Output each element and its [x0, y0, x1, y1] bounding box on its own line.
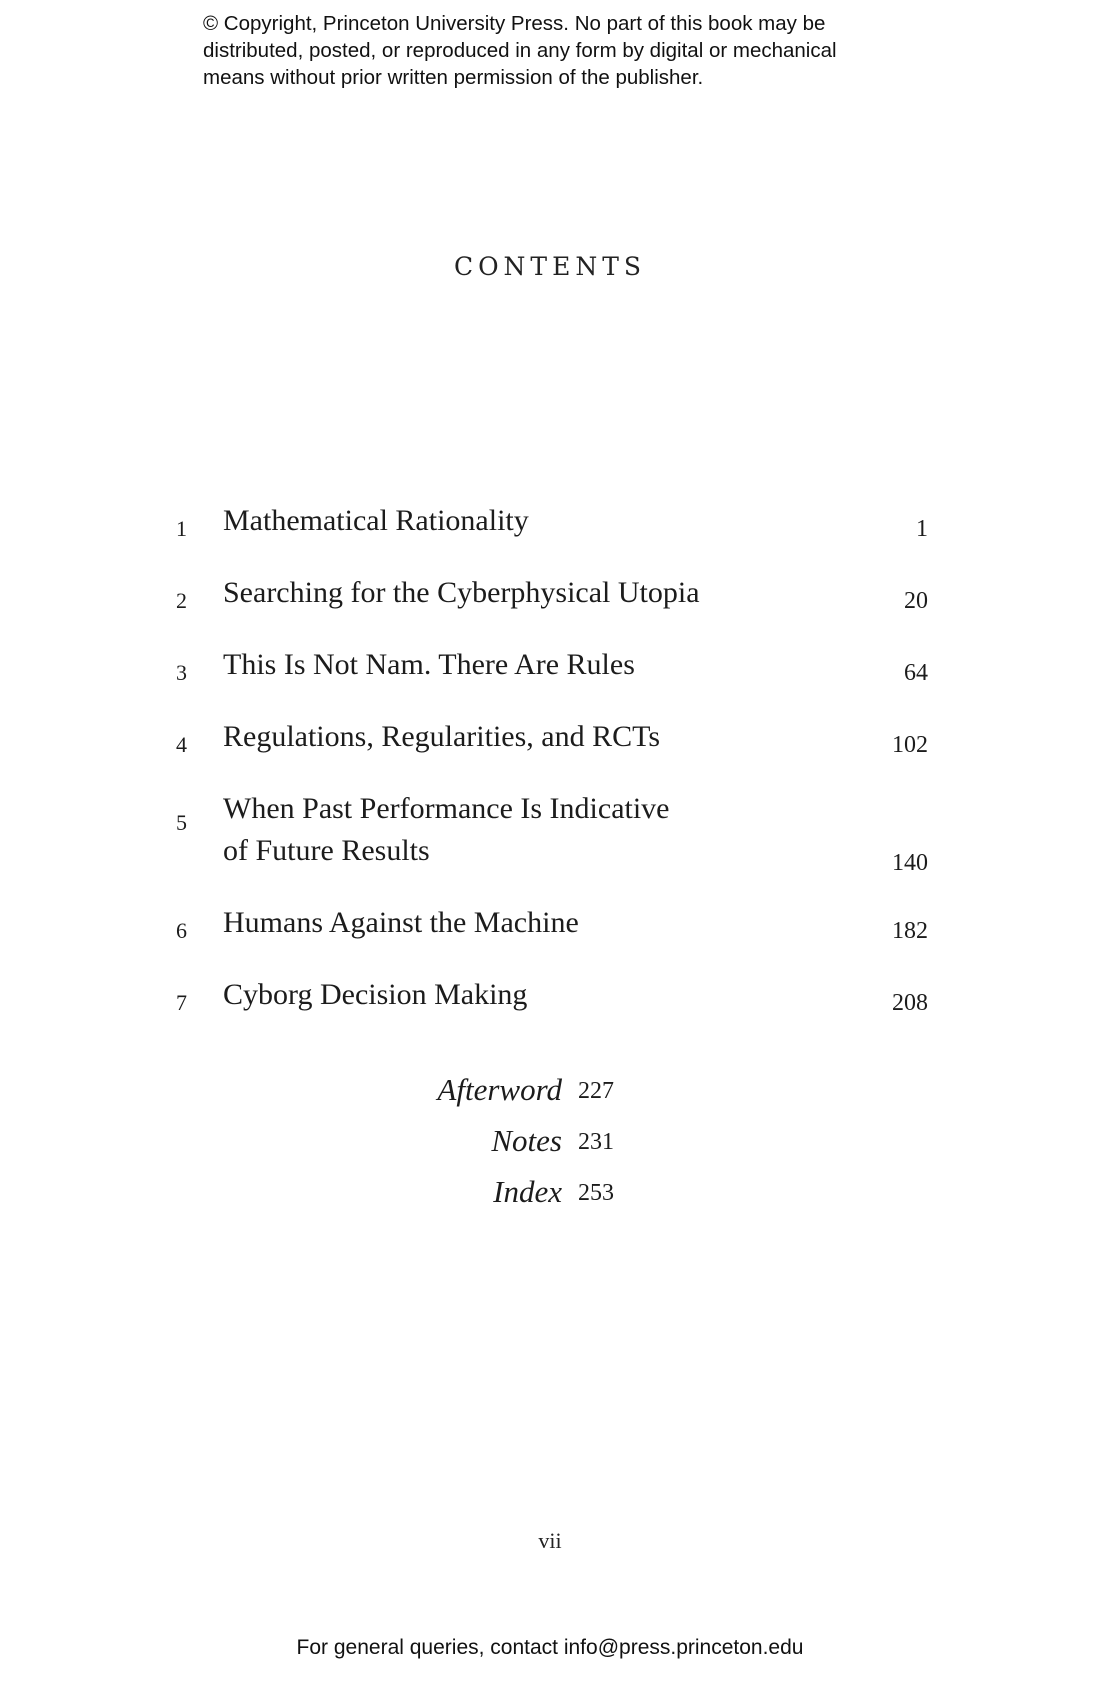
back-matter-page: 231: [578, 1129, 614, 1155]
chapter-page: 64: [904, 660, 928, 686]
chapter-number: 1: [176, 516, 187, 541]
back-matter-list: [0, 1070, 1100, 1223]
chapter-title-line: When Past Performance Is Indicative: [223, 792, 670, 825]
toc-entry[interactable]: [176, 716, 928, 788]
chapter-title[interactable]: Mathematical Rationality: [223, 504, 529, 537]
chapter-page: 1: [916, 516, 928, 542]
copyright-notice: [203, 10, 903, 91]
copyright-line: © Copyright, Princeton University Press. No part of this book may be: [203, 12, 826, 35]
chapter-page: 102: [892, 732, 928, 758]
back-matter-entry[interactable]: [0, 1121, 1100, 1172]
chapter-title[interactable]: This Is Not Nam. There Are Rules: [223, 648, 635, 681]
back-matter-page: 253: [578, 1180, 614, 1206]
toc-entry[interactable]: [176, 644, 928, 716]
toc-entry[interactable]: [176, 902, 928, 974]
chapter-title[interactable]: Cyborg Decision Making: [223, 978, 528, 1011]
page-title: CONTENTS: [453, 252, 647, 281]
chapter-title[interactable]: Humans Against the Machine: [223, 906, 579, 939]
chapter-title[interactable]: Regulations, Regularities, and RCTs: [223, 720, 661, 753]
back-matter-label[interactable]: Notes: [491, 1123, 562, 1158]
back-matter-page: 227: [578, 1078, 614, 1104]
chapter-number: 4: [176, 732, 187, 757]
chapter-page: 140: [892, 850, 928, 876]
toc-entry[interactable]: [176, 974, 928, 1046]
chapter-title[interactable]: Searching for the Cyberphysical Utopia: [223, 576, 700, 609]
copyright-line: means without prior written permission of the publisher.: [203, 66, 704, 89]
chapter-number: 6: [176, 918, 187, 943]
chapter-number: 7: [176, 990, 187, 1015]
back-matter-entry[interactable]: [0, 1172, 1100, 1223]
chapter-page: 182: [892, 918, 928, 944]
toc-entry[interactable]: [176, 572, 928, 644]
chapter-title[interactable]: [223, 788, 823, 872]
chapter-number: 3: [176, 660, 187, 685]
chapter-page: 208: [892, 990, 928, 1016]
chapter-page: 20: [904, 588, 928, 614]
page-number: vii: [538, 1528, 562, 1553]
copyright-line: distributed, posted, or reproduced in any form by digital or mechanical: [203, 39, 837, 62]
back-matter-label[interactable]: Afterword: [437, 1072, 562, 1107]
toc-entry[interactable]: [176, 500, 928, 572]
back-matter-label[interactable]: Index: [493, 1174, 562, 1209]
chapter-title-line: of Future Results: [223, 834, 430, 867]
footer-contact: For general queries, contact info@press.princeton.edu: [296, 1636, 804, 1659]
chapter-number: 5: [176, 810, 187, 835]
table-of-contents: [176, 500, 928, 1046]
toc-entry[interactable]: [176, 788, 928, 902]
chapter-number: 2: [176, 588, 187, 613]
back-matter-entry[interactable]: [0, 1070, 1100, 1121]
